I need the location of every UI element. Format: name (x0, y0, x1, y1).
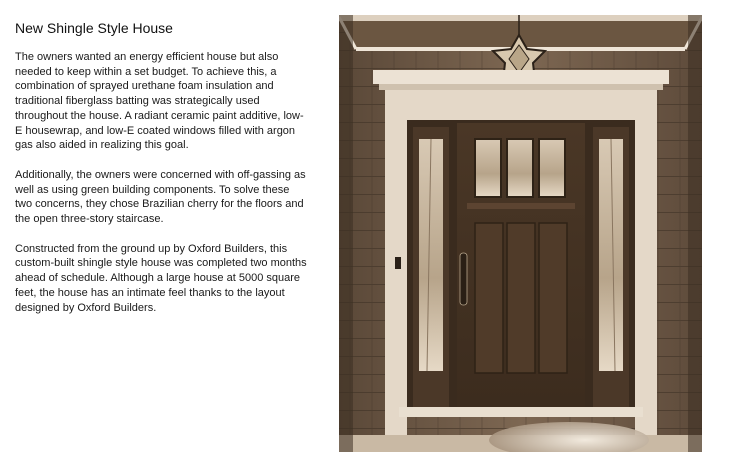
house-entry-photo (339, 15, 702, 452)
paragraph-green: Additionally, the owners were concerned with off-gassing as well as using green building components. To solve these two concerns, they chose Brazilian cherry for the floors and the open three-story staircase. (15, 168, 306, 226)
front-door-illustration (339, 15, 702, 452)
paragraph-builder: Constructed from the ground up by Oxford Builders, this custom-built shingle style house was completed two months ahead of schedule. Although a large house at 5000 square feet, the house has an intimate feel thanks to the layout designed by Oxford Builders. (15, 242, 307, 314)
article-text (15, 14, 307, 330)
page-title: New Shingle Style House (15, 20, 173, 36)
paragraph-energy: The owners wanted an energy efficient house but also needed to keep within a set budget. To achieve this, a combination of sprayed urethane foam insulation and traditional fiberglass batting was strategically used throughout the house. A radiant ceramic paint additive, low-E housewrap, and low-E coated windows filled with argon gas also aided in realizing this goal. (15, 51, 304, 152)
